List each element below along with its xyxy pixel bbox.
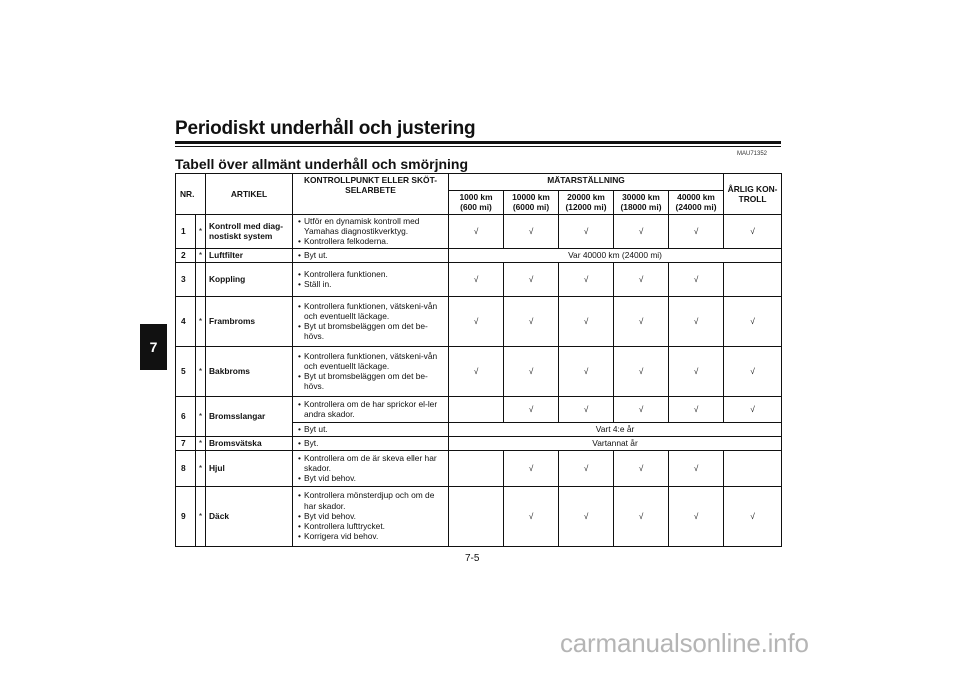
check-mark: √	[669, 262, 724, 296]
check-mark: √	[449, 262, 504, 296]
row-number: 9	[176, 486, 196, 546]
empty-cell	[724, 262, 782, 296]
header-nr: NR.	[176, 174, 206, 215]
check-mark: √	[724, 396, 782, 422]
interval-text: Var 40000 km (24000 mi)	[449, 248, 782, 262]
row-item: Bromsvätska	[206, 436, 293, 450]
check-mark: √	[724, 214, 782, 248]
check-mark: √	[504, 296, 559, 346]
point: • Kontrollera lufttrycket.	[295, 521, 446, 531]
header-rule	[175, 141, 781, 144]
header-rule-thin	[175, 146, 781, 147]
header-row	[176, 174, 782, 191]
row-points	[293, 296, 449, 346]
chapter-tab: 7	[140, 324, 167, 370]
maintenance-table	[175, 173, 782, 547]
check-mark: √	[724, 486, 782, 546]
empty-cell	[449, 486, 504, 546]
check-mark: √	[559, 214, 614, 248]
row-star: *	[196, 396, 206, 436]
check-mark: √	[614, 346, 669, 396]
empty-cell	[449, 396, 504, 422]
header-kontroll: KONTROLLPUNKT ELLER SKÖT-SELARBETE	[293, 174, 449, 215]
check-mark: √	[724, 346, 782, 396]
row-points	[293, 346, 449, 396]
check-mark: √	[559, 486, 614, 546]
row-number: 4	[176, 296, 196, 346]
row-number: 8	[176, 450, 196, 486]
row-number: 7	[176, 436, 196, 450]
row-item: Bakbroms	[206, 346, 293, 396]
table-row	[176, 248, 782, 262]
point: • Kontrollera funktionen.	[295, 269, 446, 279]
check-mark: √	[559, 296, 614, 346]
point: • Byt ut bromsbeläggen om det be-hövs.	[295, 321, 446, 342]
check-mark: √	[559, 262, 614, 296]
page-header-title: Periodiskt underhåll och justering	[175, 118, 476, 139]
point: • Kontrollera felkoderna.	[295, 236, 446, 246]
table-row	[176, 346, 782, 396]
point: • Utför en dynamisk kontroll med Yamahas diagnostikverktyg.	[295, 216, 446, 237]
empty-cell	[449, 450, 504, 486]
check-mark: √	[669, 346, 724, 396]
check-mark: √	[449, 296, 504, 346]
point: • Byt vid behov.	[295, 511, 446, 521]
check-mark: √	[669, 396, 724, 422]
interval-header: 10000 km (6000 mi)	[504, 191, 559, 215]
table-row	[176, 296, 782, 346]
check-mark: √	[559, 346, 614, 396]
point: • Kontrollera om de har sprickor el-ler andra skador.	[295, 399, 446, 420]
check-mark: √	[614, 262, 669, 296]
row-item: Frambroms	[206, 296, 293, 346]
check-mark: √	[614, 396, 669, 422]
row-star: *	[196, 214, 206, 248]
row-item: Hjul	[206, 450, 293, 486]
header-matarstallning: MÄTARSTÄLLNING	[449, 174, 724, 191]
row-number: 3	[176, 262, 196, 296]
row-item: Luftfilter	[206, 248, 293, 262]
point: • Kontrollera funktionen, vätskeni-vån och eventuellt läckage.	[295, 301, 446, 322]
check-mark: √	[614, 486, 669, 546]
table-row	[176, 262, 782, 296]
point: • Kontrollera funktionen, vätskeni-vån och eventuellt läckage.	[295, 351, 446, 372]
row-points	[293, 262, 449, 296]
check-mark: √	[449, 346, 504, 396]
interval-text: Vartannat år	[449, 436, 782, 450]
check-mark: √	[614, 450, 669, 486]
row-star: *	[196, 450, 206, 486]
section-title: Tabell över allmänt underhåll och smörjning	[175, 156, 469, 172]
row-star: *	[196, 436, 206, 450]
check-mark: √	[504, 262, 559, 296]
row-item: Bromsslangar	[206, 396, 293, 436]
check-mark: √	[669, 486, 724, 546]
row-star	[196, 262, 206, 296]
table-row	[176, 486, 782, 546]
row-number: 6	[176, 396, 196, 436]
point: • Byt ut.	[295, 424, 446, 434]
row-points	[293, 486, 449, 546]
check-mark: √	[504, 214, 559, 248]
interval-header: 1000 km (600 mi)	[449, 191, 504, 215]
watermark-text: carmanualsonline.info	[560, 628, 809, 658]
table-row	[176, 450, 782, 486]
header-artikel: ARTIKEL	[206, 174, 293, 215]
page-number: 7-5	[465, 553, 480, 564]
check-mark: √	[614, 296, 669, 346]
check-mark: √	[559, 450, 614, 486]
check-mark: √	[614, 214, 669, 248]
row-item: Koppling	[206, 262, 293, 296]
row-star: *	[196, 486, 206, 546]
row-points	[293, 396, 449, 422]
check-mark: √	[724, 296, 782, 346]
check-mark: √	[559, 396, 614, 422]
row-points	[293, 248, 449, 262]
row-points	[293, 450, 449, 486]
row-item: Däck	[206, 486, 293, 546]
interval-header: 20000 km (12000 mi)	[559, 191, 614, 215]
header-arlig-kontroll: ÅRLIG KON-TROLL	[724, 174, 782, 215]
row-points	[293, 422, 449, 436]
row-star: *	[196, 346, 206, 396]
row-points	[293, 436, 449, 450]
table-row	[176, 396, 782, 422]
check-mark: √	[669, 214, 724, 248]
point: • Kontrollera mönsterdjup och om de har skador.	[295, 490, 446, 511]
check-mark: √	[669, 296, 724, 346]
row-number: 1	[176, 214, 196, 248]
check-mark: √	[449, 214, 504, 248]
interval-header: 40000 km (24000 mi)	[669, 191, 724, 215]
row-number: 2	[176, 248, 196, 262]
row-item: Kontroll med diag-nostiskt system	[206, 214, 293, 248]
table-row	[176, 214, 782, 248]
check-mark: √	[504, 346, 559, 396]
table-row	[176, 436, 782, 450]
interval-header: 30000 km (18000 mi)	[614, 191, 669, 215]
row-points	[293, 214, 449, 248]
row-number: 5	[176, 346, 196, 396]
section-code: MAU71352	[737, 151, 768, 157]
check-mark: √	[504, 486, 559, 546]
check-mark: √	[504, 396, 559, 422]
point: • Byt vid behov.	[295, 473, 446, 483]
interval-text: Vart 4:e år	[449, 422, 782, 436]
point: • Byt ut.	[295, 250, 446, 260]
empty-cell	[724, 450, 782, 486]
point: • Ställ in.	[295, 279, 446, 289]
point: • Korrigera vid behov.	[295, 531, 446, 541]
point: • Byt.	[295, 438, 446, 448]
point: • Byt ut bromsbeläggen om det be-hövs.	[295, 371, 446, 392]
check-mark: √	[504, 450, 559, 486]
point: • Kontrollera om de är skeva eller har skador.	[295, 453, 446, 474]
row-star: *	[196, 248, 206, 262]
row-star: *	[196, 296, 206, 346]
check-mark: √	[669, 450, 724, 486]
